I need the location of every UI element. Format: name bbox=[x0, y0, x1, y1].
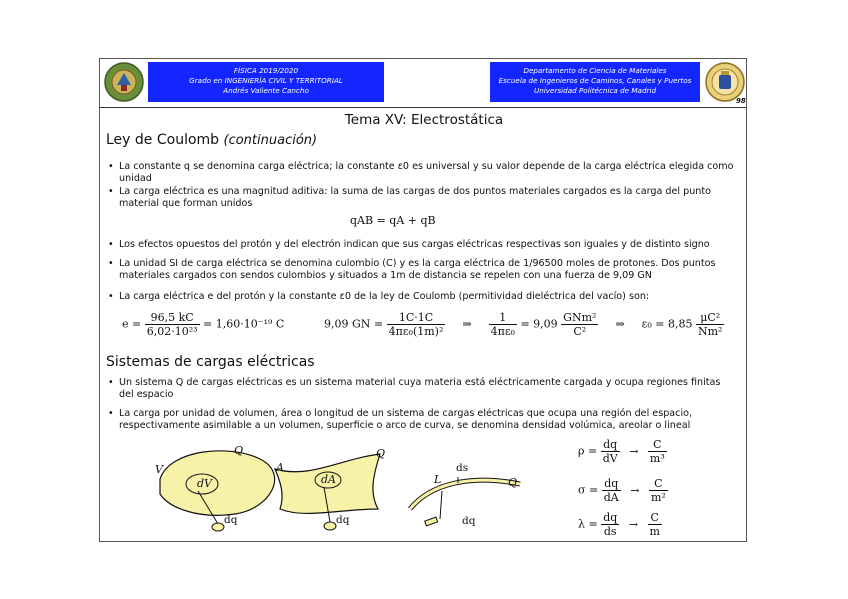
density-arrow: → bbox=[629, 444, 639, 458]
label-dV: dV bbox=[197, 477, 212, 490]
density-num: dq bbox=[602, 477, 621, 491]
bullet-text: Los efectos opuestos del protón y del electrón indican que sus cargas eléctricas respectivas son iguales y de distinto signo bbox=[119, 239, 710, 250]
page-title: Tema XV: Electrostática bbox=[344, 112, 504, 128]
eq-e-fraction bbox=[145, 311, 200, 338]
bullet-item: • La unidad SI de carga eléctrica se denomina culombio (C) y es la carga eléctrica de 1/96500 moles de protones. Dos puntos materiales cargados con sendos culombios y situados a 1m de distancia se repelen con una fuerza de 9,09 GN bbox=[108, 258, 734, 281]
eq-e-den: 6,02·10²³ bbox=[146, 325, 198, 338]
density-unit-num: C bbox=[649, 477, 668, 491]
eq-f-fraction bbox=[387, 311, 446, 338]
header-school-line: Escuela de Ingenieros de Caminos, Canales y Puertos bbox=[498, 76, 692, 85]
bullet-item: • La constante q se denomina carga eléctrica; la constante ε0 es universal y su valor depende de la carga eléctrica elegida como unidad bbox=[108, 161, 734, 184]
label-V: V bbox=[155, 463, 163, 476]
label-dq-volume: dq bbox=[224, 514, 238, 526]
header-course-line: FÍSICA 2019/2020 bbox=[233, 66, 299, 75]
density-den: dV bbox=[602, 452, 618, 465]
section-heading-systems: Sistemas de cargas eléctricas bbox=[106, 354, 315, 370]
density-unit-den: m² bbox=[650, 491, 666, 504]
density-arrow: → bbox=[628, 517, 638, 531]
bullet-text: Un sistema Q de cargas eléctricas es un sistema material cuya materia está eléctricamente cargada y ocupa regiones finitas del espacio bbox=[119, 377, 721, 400]
density-unit-num: C bbox=[648, 511, 662, 525]
label-ds: ds bbox=[456, 462, 469, 474]
label-dq-line: dq bbox=[462, 515, 476, 527]
density-unit-num: C bbox=[648, 438, 667, 452]
density-unit-den: m³ bbox=[649, 452, 665, 465]
eq-f-lhs: 9,09 GN = bbox=[324, 317, 384, 331]
eq-e-value: = 1,60·10⁻¹⁹ C bbox=[203, 317, 285, 331]
label-Q-volume: Q bbox=[234, 444, 244, 457]
eq-g-uden: C² bbox=[573, 325, 587, 338]
section-heading-text: Ley de Coulomb bbox=[106, 132, 220, 148]
label-A: A bbox=[276, 461, 284, 474]
additive-formula: qAB = qA + qB bbox=[350, 214, 436, 227]
bullet-text: La carga por unidad de volumen, área o longitud de un sistema de cargas eléctricas que ocupa una región del espacio, respectivamente asimilable a un volumen, superficie o arco de curva, se denomina densidad volúmica, areolar o lineal bbox=[119, 408, 693, 431]
eq-g-num: 1 bbox=[489, 311, 517, 325]
density-den: dA bbox=[603, 491, 619, 504]
coulomb-force-equation bbox=[324, 311, 724, 338]
line-density-equation bbox=[578, 511, 662, 538]
bullet-item: • La carga eléctrica es una magnitud aditiva: la suma de las cargas de dos puntos materiales cargados es la carga del punto material que forman unidos bbox=[108, 186, 734, 209]
school-crest-icon bbox=[103, 61, 145, 103]
eq-g-unum: GNm² bbox=[563, 311, 597, 324]
density-symbol: λ = bbox=[578, 517, 598, 531]
bullet-text: La unidad SI de carga eléctrica se denomina culombio (C) y es la carga eléctrica de 1/96500 moles de protones. Dos puntos materiales cargados con sendos culombios y situados a 1m de distancia se repelen con una fuerza de 9,09 GN bbox=[119, 258, 716, 281]
density-unit-den: m bbox=[649, 525, 660, 538]
area-charge-marker bbox=[324, 522, 336, 530]
bullet-text: La carga eléctrica e del protón y la constante ε0 de la ley de Coulomb (permitividad dieléctrica del vacío) son: bbox=[119, 291, 650, 302]
volume-density-equation bbox=[578, 438, 667, 465]
volume-charge-marker bbox=[212, 523, 224, 531]
eq-h-uden: Nm² bbox=[697, 325, 723, 338]
header-course-box bbox=[148, 62, 384, 102]
label-dq-area: dq bbox=[336, 514, 350, 526]
header-university-line: Universidad Politécnica de Madrid bbox=[533, 86, 657, 95]
header-department-line: Departamento de Ciencia de Materiales bbox=[523, 66, 667, 75]
label-dA: dA bbox=[321, 473, 336, 486]
eq-e-num: 96,5 kC bbox=[145, 311, 200, 325]
page-number: 98 bbox=[736, 97, 746, 105]
eq-h-lhs: ε₀ = 8,85 bbox=[641, 317, 693, 331]
label-L: L bbox=[434, 473, 442, 486]
header-department-box bbox=[490, 62, 700, 102]
eq-g-den: 4πε₀ bbox=[490, 325, 515, 338]
density-num: dq bbox=[603, 511, 618, 524]
header-divider bbox=[100, 107, 746, 108]
section-heading-note: (continuación) bbox=[223, 133, 318, 148]
implies-arrow: ⇒ bbox=[462, 317, 472, 331]
bullet-text: La carga eléctrica es una magnitud aditiva: la suma de las cargas de dos puntos materiales cargados es la carga del punto material que forman unidos bbox=[119, 186, 712, 209]
bullet-text: La constante q se denomina carga eléctrica; la constante ε0 es universal y su valor depende de la carga eléctrica elegida como unidad bbox=[119, 161, 734, 184]
label-Q-line: Q bbox=[508, 476, 518, 489]
density-num: dq bbox=[601, 438, 620, 452]
header-author-line: Andrés Valiente Cancho bbox=[223, 86, 309, 95]
density-symbol: ρ = bbox=[578, 444, 598, 458]
section-heading-coulomb bbox=[106, 132, 317, 148]
label-Q-area: Q bbox=[376, 447, 386, 460]
eq-g-mid: = 9,09 bbox=[520, 317, 558, 331]
eq-g-fraction bbox=[489, 311, 517, 338]
implies-arrow: ⇒ bbox=[615, 317, 625, 331]
eq-f-den: 4πε₀(1m)² bbox=[388, 325, 444, 338]
line-charge-marker bbox=[425, 517, 438, 526]
bullet-item: • La carga por unidad de volumen, área o longitud de un sistema de cargas eléctricas que ocupa una región del espacio, respectivamente asimilable a un volumen, superficie o arco de curva, se denomina densidad volúmica, areolar o lineal bbox=[108, 408, 734, 431]
header-degree-line: Grado en INGENIERÍA CIVIL Y TERRITORIAL bbox=[189, 76, 343, 85]
eq-h-unit bbox=[696, 311, 724, 338]
eq-e-lhs: e = bbox=[122, 317, 142, 331]
density-symbol: σ = bbox=[578, 483, 599, 497]
bullet-item: • Un sistema Q de cargas eléctricas es un sistema material cuya materia está eléctricamente cargada y ocupa regiones finitas del espacio bbox=[108, 377, 734, 400]
density-den: ds bbox=[603, 525, 617, 538]
density-arrow: → bbox=[630, 483, 640, 497]
eq-f-num: 1C·1C bbox=[387, 311, 446, 325]
area-density-equation bbox=[578, 477, 668, 504]
eq-h-unum: μC² bbox=[696, 311, 724, 325]
bullet-item: • Los efectos opuestos del protón y del electrón indican que sus cargas eléctricas respectivas son iguales y de distinto signo bbox=[108, 239, 734, 251]
slide-page bbox=[99, 58, 747, 542]
eq-g-unit bbox=[561, 311, 598, 338]
proton-charge-equation bbox=[122, 311, 284, 338]
bullet-item: • La carga eléctrica e del protón y la constante ε0 de la ley de Coulomb (permitividad dieléctrica del vacío) son: bbox=[108, 291, 734, 303]
